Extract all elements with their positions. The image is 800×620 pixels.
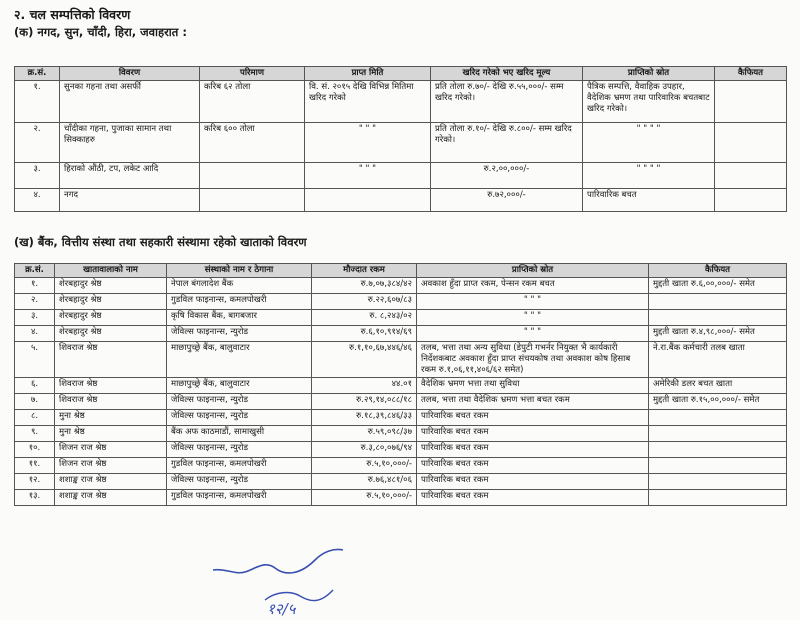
cell: शिजन राज श्रेष्ठ: [55, 442, 167, 458]
cell: ५.: [15, 342, 55, 378]
header-cell: परिमाण: [200, 67, 305, 81]
cell: [649, 426, 787, 442]
cell: " " " ": [583, 163, 715, 189]
cell: नेपाल बंगलादेश बैंक: [167, 278, 312, 294]
cell: कृषि विकास बैंक, बागबजार: [167, 310, 312, 326]
header-cell: प्राप्त मिति: [305, 67, 431, 81]
table-header-row: [15, 67, 787, 81]
cell: ८.: [15, 410, 55, 426]
cell: ४.: [15, 326, 55, 342]
cell: [715, 189, 787, 212]
cell: तलब, भत्ता तथा अन्य सुविधा (डेपुटी गभर्नर नियुक्त भै कार्यकारी निर्देशकबाट अवकाश हुँदा प्राप्त संचयकोष तथा अवकाश कोष हिसाब रकम रु.१,०६,११,४०६/६२ समेत): [417, 342, 649, 378]
cell: शिवराज श्रेष्ठ: [55, 394, 167, 410]
cell: वैदेशिक भ्रमण भत्ता तथा सुविधा: [417, 378, 649, 394]
cell: शशाङ्क राज श्रेष्ठ: [55, 474, 167, 490]
cell: करिब ६२ तोला: [200, 81, 305, 123]
cell: रु.१,१०,६७,४४६/४६: [312, 342, 417, 378]
cell: नगद: [60, 189, 200, 212]
table-row: [15, 294, 787, 310]
cell: रु.७,०७,३८४/४२: [312, 278, 417, 294]
cell: वि. सं. २०१५ देखि विभिन्न मितिमा खरिद गरेको: [305, 81, 431, 123]
cell: " " ": [417, 326, 649, 342]
header-cell: खरिद गरेको भए खरिद मूल्य: [431, 67, 583, 81]
table-row: [15, 442, 787, 458]
cell: ने.रा.बैंक कर्मचारी तलब खाता: [649, 342, 787, 378]
table-header-row: [15, 264, 787, 278]
cell: रु.२२,६०७/८३: [312, 294, 417, 310]
table-row: [15, 474, 787, 490]
header-cell: संस्थाको नाम र ठेगाना: [167, 264, 312, 278]
cell: ४.: [15, 189, 60, 212]
header-cell: क्र.सं.: [15, 67, 60, 81]
cell: ११.: [15, 458, 55, 474]
cell: पैत्रिक सम्पत्ति, वैवाहिक उपहार, वैदेशिक भ्रमण तथा पारिवारिक बचतबाट खरिद गरेको।: [583, 81, 715, 123]
cell: ३.: [15, 163, 60, 189]
cell: १.: [15, 81, 60, 123]
cell: रु.५,१०,०००/-: [312, 490, 417, 506]
cell: माछापुच्छ्रे बैंक, बालुवाटार: [167, 342, 312, 378]
cell: पारिवारिक बचत: [583, 189, 715, 212]
cell: १३.: [15, 490, 55, 506]
cell: [200, 163, 305, 189]
cell: अवकाश हुँदा प्राप्त रकम, पेन्सन रकम बचत: [417, 278, 649, 294]
header-cell: खातावालाको नाम: [55, 264, 167, 278]
cell: हिराको औंठी, टप, लकेट आदि: [60, 163, 200, 189]
cell: १.: [15, 278, 55, 294]
subsection-a-title: (क) नगद, सुन, चाँदी, हिरा, जवाहरात :: [14, 25, 187, 39]
cell: १०.: [15, 442, 55, 458]
cell: रु.१८,३९,८४६/३३: [312, 410, 417, 426]
cell: रु.७६,४८१/०६: [312, 474, 417, 490]
cell: [305, 189, 431, 212]
cell: जेविल्स फाइनान्स, न्युरोड: [167, 326, 312, 342]
cell: करिब ६०० तोला: [200, 123, 305, 163]
cell: चाँदीका गहना, पुजाका सामान तथा सिक्काहरु: [60, 123, 200, 163]
header-cell: कैफियत: [649, 264, 787, 278]
cell: रु.६,१०,९१४/६९: [312, 326, 417, 342]
cell: २.: [15, 123, 60, 163]
table-row: [15, 189, 787, 212]
cell: प्रति तोला रु.७०/- देखि रु.५५,०००/- सम्म खरिद गरेको।: [431, 81, 583, 123]
cell: माछापुच्छ्रे बैंक, बालुवाटार: [167, 378, 312, 394]
cell: १२.: [15, 474, 55, 490]
cell: जेविल्स फाइनान्स, न्युरोड: [167, 394, 312, 410]
cell: सुनका गहना तथा असर्फी: [60, 81, 200, 123]
header-cell: मौज्दात रकम: [312, 264, 417, 278]
table-row: [15, 426, 787, 442]
cell: ९.: [15, 426, 55, 442]
table-row: [15, 410, 787, 426]
cell: शशाङ्क राज श्रेष्ठ: [55, 490, 167, 506]
cell: पारिवारिक बचत रकम: [417, 426, 649, 442]
cell: शिवराज श्रेष्ठ: [55, 342, 167, 378]
cell: ६.: [15, 378, 55, 394]
header-cell: प्राप्तिको स्रोत: [583, 67, 715, 81]
section-title: २. चल सम्पत्तिको विवरण: [14, 7, 131, 22]
cell: गुडविल फाइनान्स, कमलपोखरी: [167, 294, 312, 310]
bank-accounts-table: [14, 263, 787, 506]
cell: रु.७२,०००/-: [431, 189, 583, 212]
assets-table: [14, 66, 787, 212]
cell: मुना श्रेष्ठ: [55, 426, 167, 442]
cell: तलब, भत्ता तथा वैदेशिक भ्रमण भत्ता बचत रकम: [417, 394, 649, 410]
cell: " " " ": [583, 123, 715, 163]
cell: रु. ८,२४३/०२: [312, 310, 417, 326]
cell: बैंक अफ काठमाडौं, सामाखुसी: [167, 426, 312, 442]
cell: " " ": [417, 294, 649, 310]
cell: २.: [15, 294, 55, 310]
cell: पारिवारिक बचत रकम: [417, 490, 649, 506]
cell: प्रति तोला रु.१०/- देखि रु.८००/- सम्म खरिद गरेको।: [431, 123, 583, 163]
cell: [715, 163, 787, 189]
cell: शिजन राज श्रेष्ठ: [55, 458, 167, 474]
cell: [200, 189, 305, 212]
cell: ४४.०१: [312, 378, 417, 394]
cell: [649, 294, 787, 310]
cell: जेविल्स फाइनान्स, न्युरोड: [167, 410, 312, 426]
cell: पारिवारिक बचत रकम: [417, 442, 649, 458]
header-cell: विवरण: [60, 67, 200, 81]
header-cell: कैफियत: [715, 67, 787, 81]
cell: मुद्दती खाता रु.१५,००,०००/- समेत: [649, 394, 787, 410]
cell: ७.: [15, 394, 55, 410]
table-row: [15, 458, 787, 474]
table-row: [15, 378, 787, 394]
table-row: [15, 123, 787, 163]
cell: " " ": [305, 163, 431, 189]
cell: [715, 123, 787, 163]
cell: ३.: [15, 310, 55, 326]
table-row: [15, 490, 787, 506]
table-row: [15, 342, 787, 378]
signature-date: १२/५: [267, 600, 296, 618]
subsection-b-title: (ख) बैंक, वित्तीय संस्था तथा सहकारी संस्थामा रहेको खाताको विवरण: [14, 235, 307, 249]
table-row: [15, 278, 787, 294]
cell: रु.५९,०९८/३७: [312, 426, 417, 442]
cell: पारिवारिक बचत रकम: [417, 474, 649, 490]
table-row: [15, 310, 787, 326]
cell: शेरबहादुर श्रेष्ठ: [55, 310, 167, 326]
cell: [649, 474, 787, 490]
cell: मुद्दती खाता रु.६,००,०००/- समेत: [649, 278, 787, 294]
cell: जेविल्स फाइनान्स, न्युरोड: [167, 474, 312, 490]
cell: अमेरिकी डलर बचत खाता: [649, 378, 787, 394]
cell: [649, 490, 787, 506]
cell: शेरबहादुर श्रेष्ठ: [55, 278, 167, 294]
signature: [205, 530, 355, 620]
cell: पारिवारिक बचत रकम: [417, 410, 649, 426]
table-row: [15, 163, 787, 189]
cell: [715, 81, 787, 123]
cell: पारिवारिक बचत रकम: [417, 458, 649, 474]
cell: मुना श्रेष्ठ: [55, 410, 167, 426]
cell: [649, 442, 787, 458]
table-row: [15, 81, 787, 123]
table-row: [15, 394, 787, 410]
table-row: [15, 326, 787, 342]
header-cell: क्र.सं.: [15, 264, 55, 278]
cell: [649, 458, 787, 474]
cell: रु.२९,१४,०८८/१८: [312, 394, 417, 410]
cell: शेरबहादुर श्रेष्ठ: [55, 294, 167, 310]
cell: रु.३,८०,०७६/९४: [312, 442, 417, 458]
cell: गुडविल फाइनान्स, कमलपोखरी: [167, 490, 312, 506]
cell: जेविल्स फाइनान्स, न्युरोड: [167, 442, 312, 458]
cell: [649, 310, 787, 326]
cell: मुद्दती खाता रु.४,९८,०००/- समेत: [649, 326, 787, 342]
cell: रु.२,००,०००/-: [431, 163, 583, 189]
header-cell: प्राप्तिको स्रोत: [417, 264, 649, 278]
cell: शिवराज श्रेष्ठ: [55, 378, 167, 394]
cell: शेरबहादुर श्रेष्ठ: [55, 326, 167, 342]
cell: गुडविल फाइनान्स, कमलपोखरी: [167, 458, 312, 474]
cell: " " ": [417, 310, 649, 326]
cell: " " ": [305, 123, 431, 163]
cell: [649, 410, 787, 426]
cell: रु.५,१०,०००/-: [312, 458, 417, 474]
